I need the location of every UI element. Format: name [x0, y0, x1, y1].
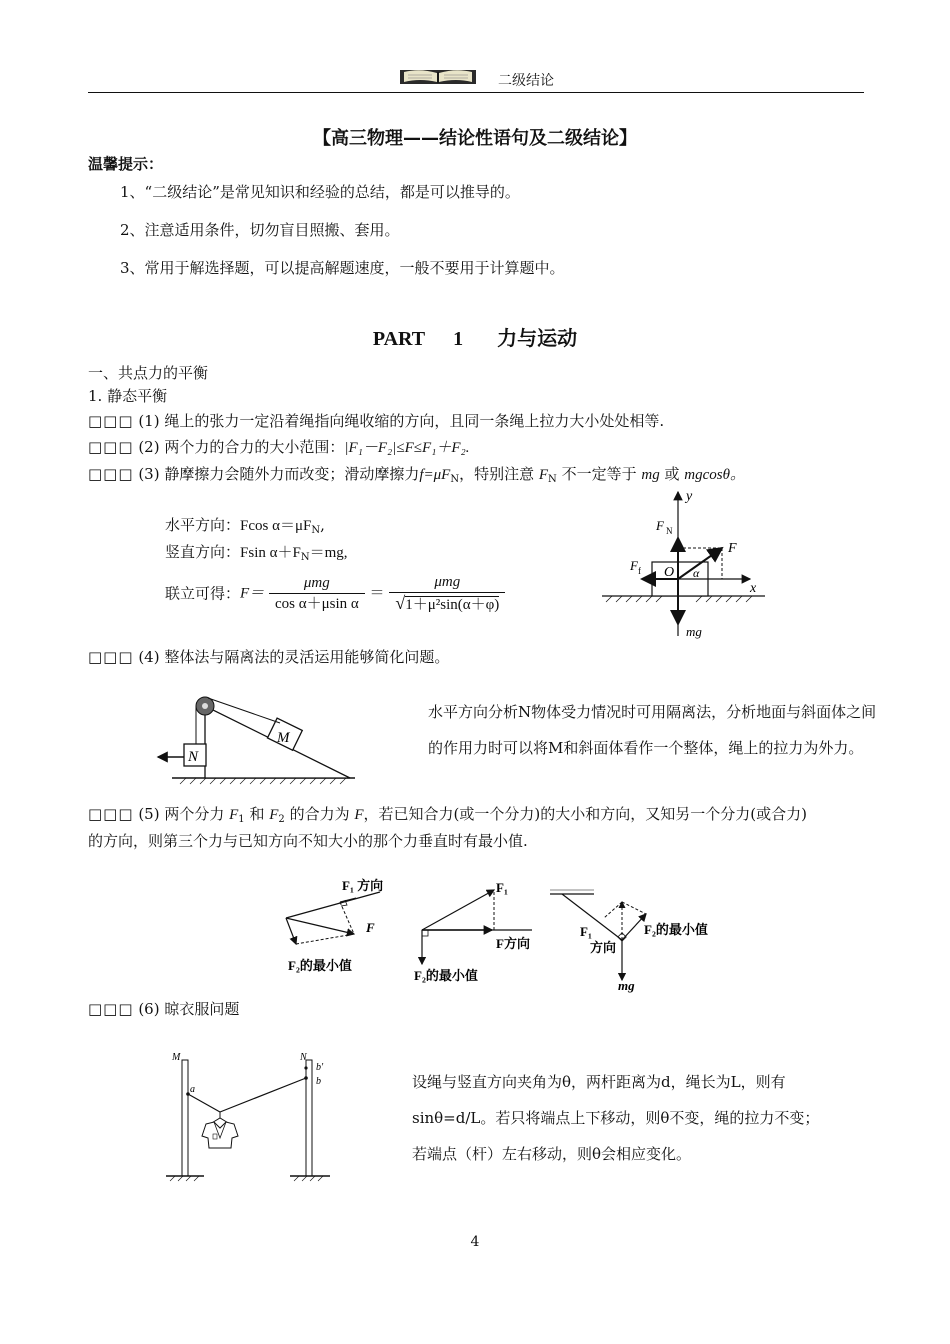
eq-body: ＝mg,	[309, 545, 348, 561]
label-f2-min: F₂的最小值	[644, 922, 708, 937]
tips-heading: 温馨提示：	[88, 155, 164, 173]
label-ff: F	[630, 558, 638, 573]
label-fn-sub: N	[666, 526, 673, 536]
force-diagram-friction	[600, 486, 770, 646]
item-5: □□□ (5) 两个分力 $F_1$ 和 $F_2$ 的合力为 F，若已知合力(或一个分力)的大小和方向，又知另一个分力(或合力)	[88, 805, 807, 825]
item-4	[88, 647, 449, 667]
label-fn: F	[656, 518, 664, 533]
section-heading: 一、共点力的平衡	[88, 364, 209, 382]
minimum-force-diagrams	[282, 872, 732, 994]
checkbox: □□□	[88, 1000, 134, 1018]
label-ff-sub: f	[638, 566, 641, 576]
subsection-heading: 1. 静态平衡	[88, 387, 168, 405]
equation-vertical: 竖直方向：Fsin $\alpha+F_N=mg$,	[165, 543, 348, 563]
tip-item: 2、注意适用条件，切勿盲目照搬、套用。	[120, 221, 400, 239]
label-mg: mg	[618, 978, 635, 993]
item-2	[88, 437, 469, 458]
label-pole-n: N	[300, 1052, 307, 1063]
item-text: ，若已知合力(或一个分力)的大小和方向，又知另一个分力(或合力)	[363, 805, 807, 823]
item-text: 和	[249, 805, 265, 823]
label-f2-min: F₂的最小值	[414, 968, 478, 983]
part-title: 力与运动	[497, 326, 578, 350]
label-alpha: α	[693, 566, 700, 580]
book-logo-icon	[398, 66, 478, 88]
denominator: cos α＋μsin α	[274, 596, 359, 612]
tip-item: 3、常用于解选择题，可以提高解题速度，一般不要用于计算题中。	[120, 259, 565, 277]
item-text: 的合力为	[289, 805, 350, 823]
label-a: a	[190, 1084, 195, 1095]
header-title: 二级结论	[498, 73, 554, 89]
label-f1-dir-a: F₁	[580, 924, 592, 939]
fraction-1	[269, 573, 365, 614]
label-b: b	[316, 1076, 321, 1087]
item-text: (6) 晾衣服问题	[138, 1000, 240, 1018]
item-6	[88, 999, 239, 1019]
eq-body: F＝	[240, 585, 265, 602]
numerator: μmg	[389, 572, 505, 593]
label-f-dir: F方向	[496, 936, 530, 951]
label-f1-dir: F₁ 方向	[342, 878, 384, 893]
item-text: (4) 整体法与隔离法的灵活运用能够简化问题。	[138, 648, 450, 666]
label-o: O	[664, 565, 675, 580]
label-f2-min: F₂的最小值	[288, 958, 352, 973]
label-m: M	[277, 730, 290, 746]
part-heading	[0, 322, 950, 351]
incline-explanation: 水平方向分析N物体受力情况时可用隔离法，分析地面与斜面体之间的作用力时可以将M和斜面体看作一个整体，绳上的拉力为外力。	[428, 703, 877, 757]
numerator: μmg	[269, 573, 365, 594]
incline-pulley-diagram	[150, 688, 360, 788]
doc-title: 【高三物理——结论性语句及二级结论】	[313, 128, 637, 149]
equation-combined: 联立可得：F＝ $\frac{\text{μmg}}{\text{cos α＋μsin α}}$ ＝ $\frac{\text{μmg}}{\text{√1＋μ²sin(α＋φ)}}$	[165, 572, 505, 615]
clothesline-diagram	[164, 1048, 336, 1184]
label-f: F	[728, 541, 737, 556]
label-y: y	[686, 489, 693, 504]
label-f: F	[366, 920, 375, 935]
item-text: (5) 两个分力	[138, 805, 225, 823]
label-b-prime: b'	[316, 1062, 324, 1073]
item-1	[88, 411, 664, 431]
label-mg: mg	[686, 624, 702, 639]
eq-label: 联立可得：	[165, 584, 241, 603]
label-n: N	[188, 749, 199, 765]
formula: mg	[641, 467, 660, 483]
denominator-radicand: 1＋μ²sin(α＋φ)	[405, 597, 500, 613]
part-label: PART	[372, 328, 426, 350]
formula: f=μF	[419, 467, 451, 483]
tip-item: 1、“二级结论”是常见知识和经验的总结，都是可以推导的。	[120, 183, 520, 201]
item-text: 不一定等于	[561, 465, 637, 483]
checkbox: □□□	[88, 438, 134, 456]
label-f1: F₁	[496, 880, 508, 895]
item-text: 或	[664, 465, 680, 483]
label-x: x	[750, 581, 757, 596]
item-text: (1) 绳上的张力一定沿着绳指向绳收缩的方向，且同一条绳上拉力大小处处相等.	[138, 412, 665, 430]
equation-horizontal: 水平方向：Fcos $\alpha=\mu F_N$,	[165, 516, 325, 536]
eq-body: Fcos α＝μF	[240, 518, 312, 534]
denominator: √1＋μ²sin(α＋φ)	[395, 593, 500, 613]
eq-body: Fsin α＋F	[240, 545, 301, 561]
label-f1-dir-b: 方向	[590, 940, 617, 955]
fraction-2	[389, 572, 505, 615]
item-5-cont: 的方向，则第三个力与已知方向不知大小的那个力垂直时有最小值.	[88, 832, 528, 850]
checkbox: □□□	[88, 412, 134, 430]
checkbox: □□□	[88, 465, 134, 483]
eq-label: 水平方向：	[165, 516, 241, 534]
checkbox: □□□	[88, 648, 134, 666]
formula: |F₁－F₂|≤F≤F₁＋F₂.	[344, 440, 470, 456]
item-3: □□□ (3) 静摩擦力会随外力而改变；滑动摩擦力$f=\mu F_N$，特别注意 $F_N$ 不一定等于 mg 或 mgcosθ。	[88, 465, 745, 485]
item-text: (3) 静摩擦力会随外力而改变；滑动摩擦力	[138, 465, 420, 483]
checkbox: □□□	[88, 805, 134, 823]
page-number: 4	[470, 1234, 480, 1250]
eq-label: 竖直方向：	[165, 543, 241, 561]
part-number: 1	[453, 328, 464, 350]
item-text: (2) 两个力的合力的大小范围：	[138, 438, 345, 456]
clothesline-explanation: 设绳与竖直方向夹角为θ，两杆距离为d，绳长为L，则有sinθ=d/L。若只将端点上下移动，则θ不变，绳的拉力不变；若端点（杆）左右移动，则θ会相应变化。	[412, 1073, 820, 1163]
header-rule	[88, 92, 864, 93]
formula: mgcosθ。	[684, 467, 745, 483]
item-text: ，特别注意	[459, 465, 535, 483]
label-pole-m: M	[172, 1052, 181, 1063]
